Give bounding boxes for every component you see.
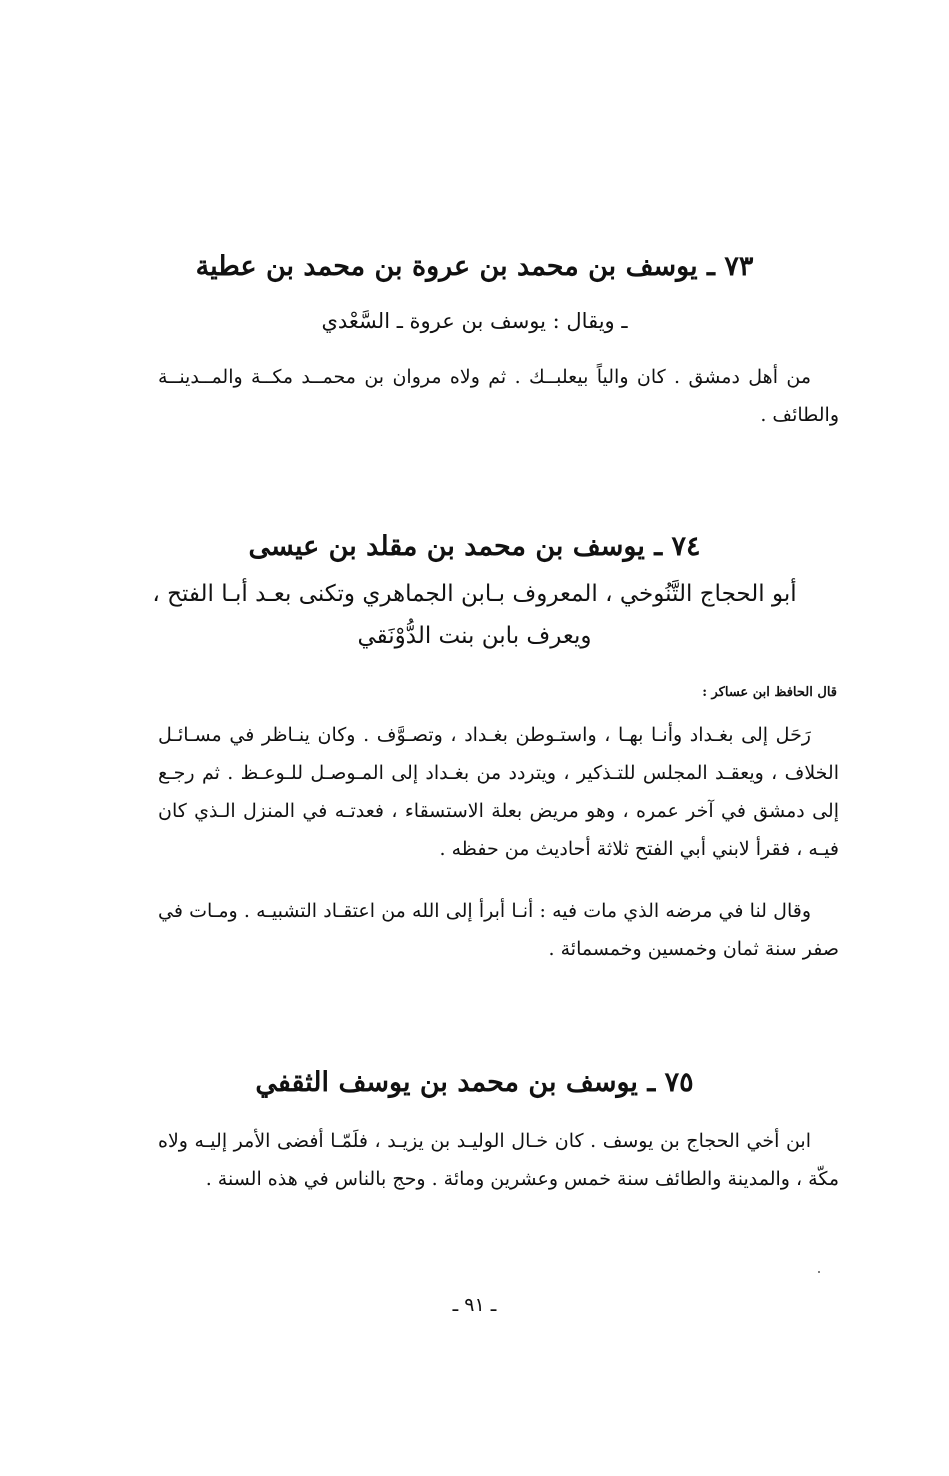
entry-paragraph-73-1: من أهل دمشق . كان والياً بيعلبــك . ثم ولاه مروان بن محمــد مكــة والمــدينــة والطائف . [158,366,839,426]
entry-title-73: ٧٣ ـ يوسف بن محمد بن عروة بن محمد بن عطية [195,251,754,282]
scan-speck [818,1271,820,1273]
entry-subtitle-73: ـ ويقال : يوسف بن عروة ـ السَّعْدي [321,309,628,333]
entry-subtitle-74: أبو الحجاج التَّنُوخي ، المعروف بـابن الجماهري وتكنى بعـد أبـا الفتح ، ويعرف بابن بنت الدُّوْنَقي [152,581,797,649]
entry-paragraph-74-1: رَحَل إلى بغـداد وأنـا بهـا ، واستـوطن بغـداد ، وتصـوَّف . وكان ينـاظر في مسـائـل الخلاف ، ويعقـد المجلس للتـذكير ، ويتردد من بغـداد إلى المـوصـل للـوعـظ . ثم رجـع إلى دمشق في آخر عمره ، وهو مريض بعلة الاستسقاء ، فعدتـه في المنزل الـذي كان فيـه ، فقرأ لابني أبي الفتح ثلاثة أحاديث من حفظه . [158,724,839,860]
entry-paragraph-74-2: وقال لنا في مرضه الذي مات فيه : أنـا أبرأ إلى الله من اعتقـاد التشبيـه . ومـات في صفر سنة ثمان وخمسين وخمسمائة . [158,900,839,960]
entry-title-75: ٧٥ ـ يوسف بن محمد بن يوسف الثقفي [255,1067,694,1098]
source-attribution: قال الحافظ ابن عساكر : [702,685,837,700]
entry-paragraph-75-1: ابن أخي الحجاج بن يوسف . كان خـال الوليـد بن يزيـد ، فلَمّـا أفضى الأمر إليـه ولاه مكّة ، والمدينة والطائف سنة خمس وعشرين ومائة . وحج بالناس في هذه السنة . [158,1130,839,1190]
entry-title-74: ٧٤ ـ يوسف بن محمد بن مقلد بن عيسى [248,531,701,562]
page-number: ـ ٩١ ـ [452,1294,497,1316]
